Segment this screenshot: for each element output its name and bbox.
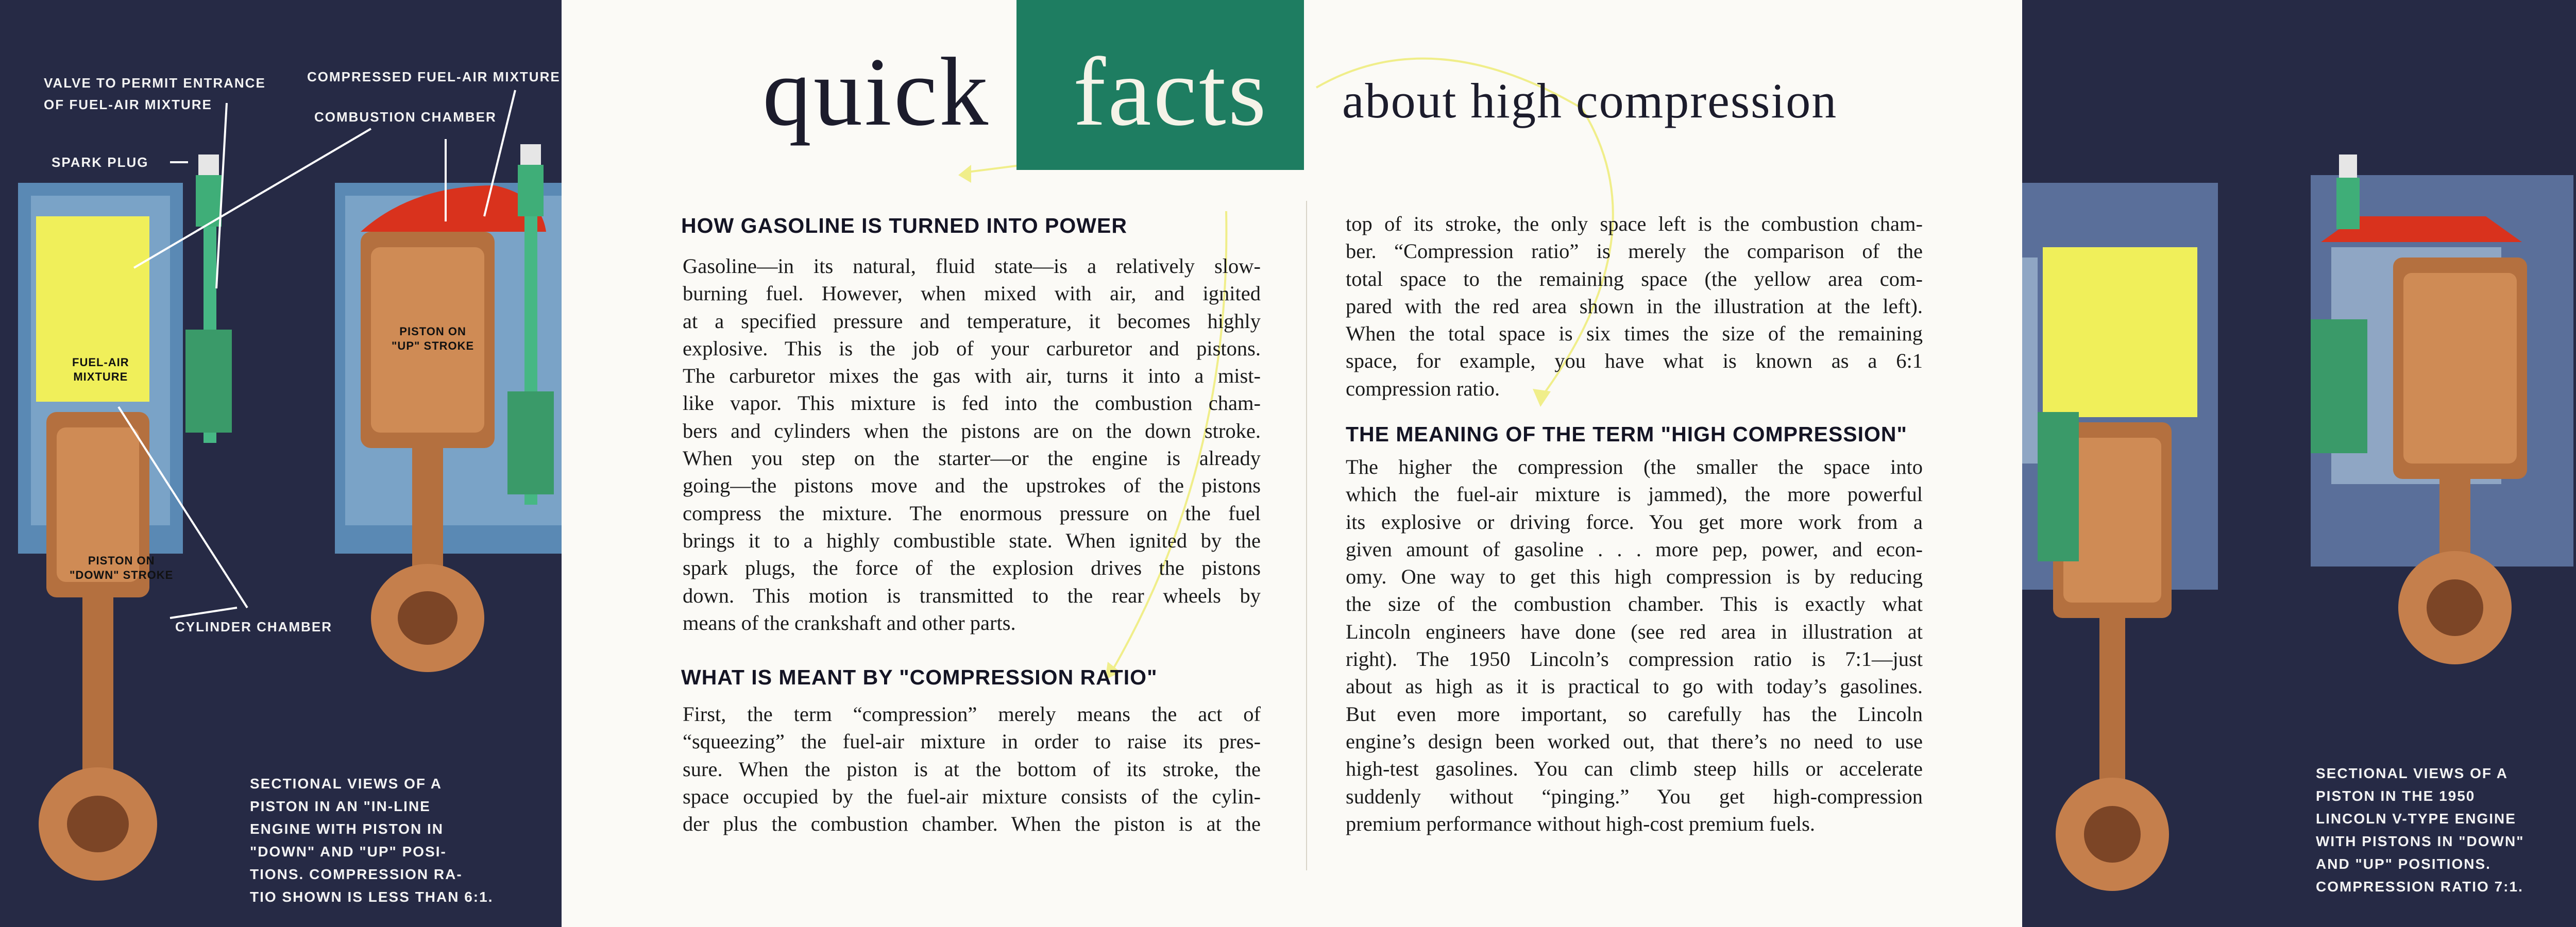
heading-meaning: THE MEANING OF THE TERM "HIGH COMPRESSION" bbox=[1346, 422, 1907, 446]
title-quick: quick bbox=[762, 38, 991, 146]
label-piston-down: PISTON ON "DOWN" STROKE bbox=[70, 554, 174, 581]
body-meaning: The higher the compression (the smaller the space into which the fuel-air mixture is jammed), the more powerful its explosive or driving force. You get more work from a given amount of gasoline . . . more pep, power, and econ- omy. One way to get this high compression is by reducing the size of the combustion chamber. This is exactly what Lincoln engineers have done (see red area in illustration at right). The 1950 Lincoln’s compression ratio is 7:1—just about as high as it is practical to go with today’s gasolines. But even more important, so carefully has the Lincoln engine’s design been worked out, that there’s no need to use high-test gasolines. You can climb steep hills or accelerate suddenly without “pinging.” You get high-compression premium performance without high-cost premium fuels. bbox=[1346, 455, 1923, 835]
right-illustration-panel bbox=[2022, 0, 2576, 927]
heading-ratio: WHAT IS MEANT BY "COMPRESSION RATIO" bbox=[681, 665, 1158, 689]
label-cylinder-chamber: CYLINDER CHAMBER bbox=[175, 619, 332, 634]
body-ratio: First, the term “compression” merely means the act of “squeezing” the fuel-air mixture in order to raise its pres- sure. When the piston is at the bottom of its stroke, the space occupied by the fuel-air mixture consists of the cylin- der plus the combustion chamber. When the piston is at the bbox=[683, 702, 1261, 836]
label-piston-up: PISTON ON "UP" STROKE bbox=[392, 325, 474, 352]
left-caption: SECTIONAL VIEWS OF A PISTON IN AN "IN-LINE ENGINE WITH PISTON IN "DOWN" AND "UP" POSI- TIONS. COMPRESSION RA- TIO SHOWN IS LESS THAN 6:1. bbox=[250, 776, 494, 905]
title-about-high-compression: about high compression bbox=[1342, 73, 1838, 128]
heading-power: HOW GASOLINE IS TURNED INTO POWER bbox=[681, 214, 1127, 237]
label-valve: VALVE TO PERMIT ENTRANCE OF FUEL-AIR MIXTURE bbox=[44, 75, 266, 112]
label-fuel-air-mixture: FUEL-AIR MIXTURE bbox=[72, 356, 129, 383]
body-ratio-continued: top of its stroke, the only space left is the combustion cham- ber. “Compression ratio” is merely the comparison of the total space to the remaining space (the yellow area com- pared with the red area shown in the illustration at the left). When the total space is six times the size of the remaining space, for example, you have what is known as a 6:1 compression ratio. bbox=[1346, 212, 1923, 400]
label-compressed-mixture: COMPRESSED FUEL-AIR MIXTURE bbox=[307, 69, 561, 84]
body-power: Gasoline—in its natural, fluid state—is a relatively slow- burning fuel. However, when mixed with air, and ignited at a specified pressure and temperature, it becomes highly explosive. This is the job of your carburetor and pistons. The carburetor mixes the gas with air, turns it into a mist- like vapor. This mixture is fed into the combustion cham- bers and cylinders when the pistons are on the down stroke. When you step on the starter—or the engine is already going—the pistons move and the upstrokes of the pistons compress the mixture. The enormous pressure on the fuel brings it to a highly combustible state. When ignited by the spark plugs, the force of the explosion drives the pistons down. This motion is transmitted to the rear wheels by means of the crankshaft and other parts. bbox=[683, 254, 1261, 634]
right-caption: SECTIONAL VIEWS OF A PISTON IN THE 1950 LINCOLN V-TYPE ENGINE WITH PISTONS IN "DOWN" AND "UP" POSITIONS. COMPRESSION RATIO 7:1. bbox=[2316, 765, 2524, 895]
title-facts: facts bbox=[1073, 38, 1268, 146]
label-spark-plug: SPARK PLUG bbox=[52, 154, 149, 170]
label-combustion-chamber: COMBUSTION CHAMBER bbox=[314, 109, 497, 125]
